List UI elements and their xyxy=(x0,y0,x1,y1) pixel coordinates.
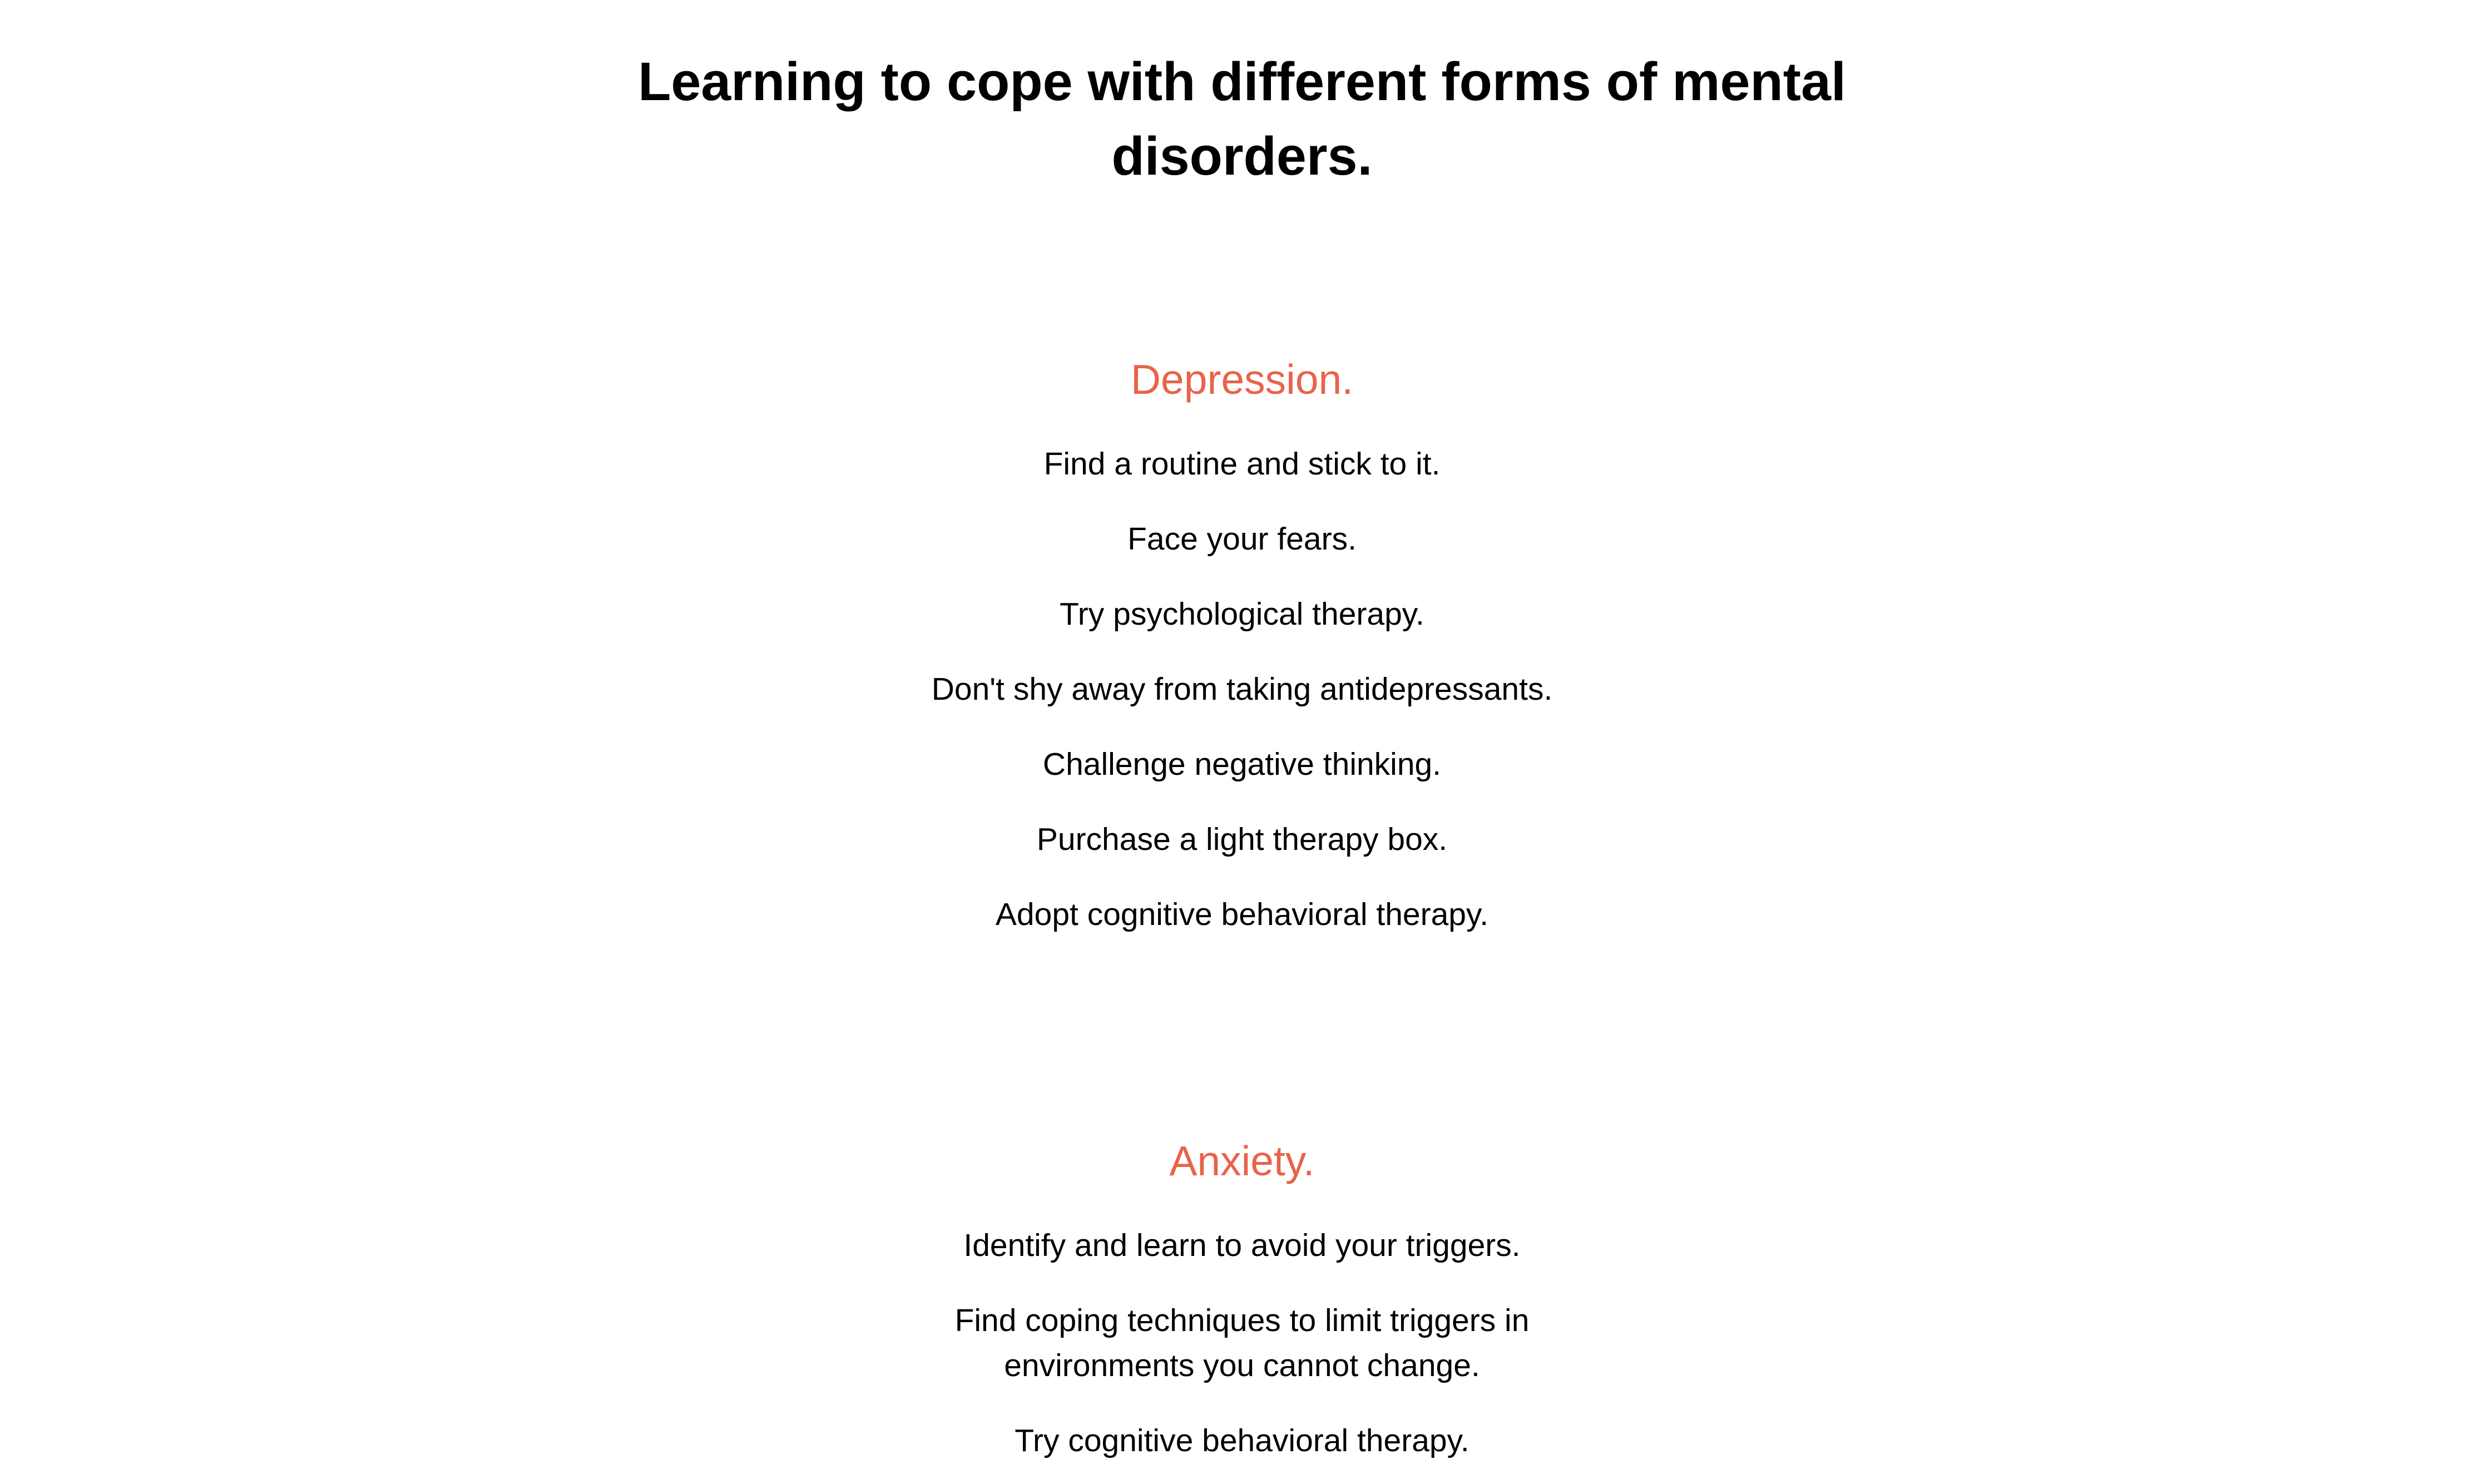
depression-tips-list xyxy=(0,442,2484,967)
depression-tip: Challenge negative thinking. xyxy=(1042,746,1442,782)
anxiety-tips-list xyxy=(0,1223,2484,1484)
depression-section xyxy=(0,354,2484,967)
page-title xyxy=(0,44,2484,194)
anxiety-tip-line-1: Find coping techniques to limit triggers in xyxy=(954,1303,1530,1338)
depression-tip: Purchase a light therapy box. xyxy=(1036,822,1448,857)
depression-tip: Face your fears. xyxy=(1127,521,1357,557)
depression-tip: Try psychological therapy. xyxy=(1060,596,1424,632)
depression-tip: Adopt cognitive behavioral therapy. xyxy=(995,897,1489,932)
page-title-line-1: Learning to cope with different forms of mental xyxy=(638,51,1846,112)
depression-heading: Depression. xyxy=(1130,356,1354,403)
anxiety-tip: Try cognitive behavioral therapy. xyxy=(1015,1423,1469,1458)
anxiety-tip: Identify and learn to avoid your triggers. xyxy=(963,1228,1521,1263)
depression-tip: Find a routine and stick to it. xyxy=(1043,446,1441,482)
anxiety-tip xyxy=(0,1298,2484,1418)
depression-tip: Don't shy away from taking antidepressants. xyxy=(931,671,1553,707)
anxiety-tip-line-2: environments you cannot change. xyxy=(1004,1348,1480,1383)
page-title-line-2: disorders. xyxy=(1111,126,1373,186)
anxiety-heading: Anxiety. xyxy=(1169,1137,1315,1184)
anxiety-section xyxy=(0,1136,2484,1484)
